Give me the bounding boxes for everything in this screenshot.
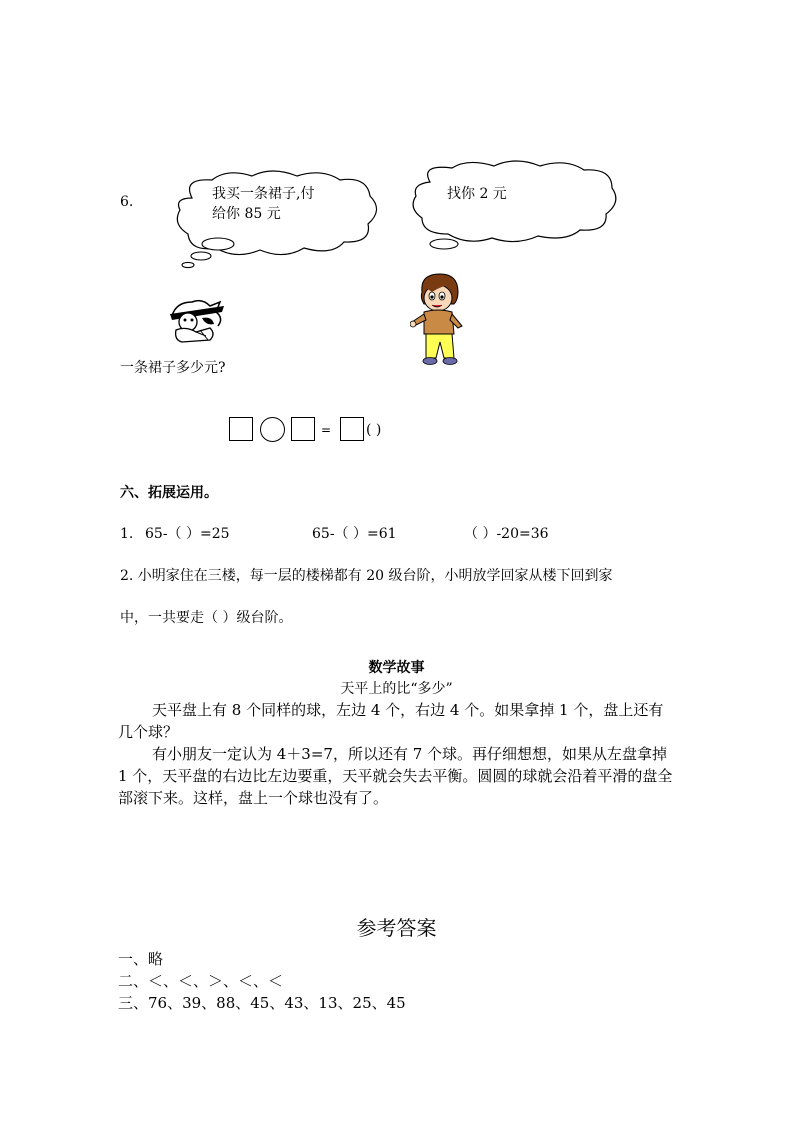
operator-circle[interactable]	[260, 417, 285, 442]
answer-line-3: 三、76、39、88、45、43、13、25、45	[118, 994, 406, 1012]
item1-blank-c: （ ）-20=36	[464, 526, 549, 542]
story-subtitle: 天平上的比“多少”	[340, 681, 453, 697]
story-title: 数学故事	[368, 660, 425, 676]
question-text: 一条裙子多少元?	[120, 360, 226, 376]
story-paragraph-1: 天平盘上有 8 个同样的球，左边 4 个，右边 4 个。如果拿掉 1 个，盘上还有几个球？	[118, 701, 664, 741]
boy-cartoon-icon	[410, 270, 468, 368]
shopkeeper-doodle-icon	[166, 296, 228, 346]
bubble-left-line1: 我买一条裙子,付	[212, 186, 315, 202]
equals-sign: =	[321, 423, 332, 437]
question-number: 6.	[120, 194, 134, 210]
bubble-right-text: 找你 2 元	[447, 186, 507, 202]
answers-title: 参考答案	[356, 916, 437, 940]
answer-box-2[interactable]	[291, 417, 315, 441]
answer-line-2: 二、＜、＜、＞、＜、＜	[118, 972, 284, 990]
item1-blank-a: 65-（ ）=25	[145, 526, 230, 542]
story-paragraph-2: 有小朋友一定认为 4＋3=7，所以还有 7 个球。再仔细想想，如果从左盘拿掉 1 个，天平盘的右边比左边要重，天平就会失去平衡。圆圆的球就会沿着平滑的盘全部滚下来。这样，盘上一个球也没有了。	[118, 745, 673, 807]
answer-box-1[interactable]	[229, 417, 253, 441]
item1-blank-b: 65-（ ）=61	[312, 526, 397, 542]
item1-number: 1.	[120, 526, 134, 542]
answer-line-1: 一、略	[118, 950, 164, 968]
answer-box-3[interactable]	[340, 417, 364, 441]
unit-paren-blank: ( )	[366, 422, 382, 438]
thought-bubble-right	[408, 160, 620, 252]
item2-line1: 2. 小明家住在三楼，每一层的楼梯都有 20 级台阶，小明放学回家从楼下回到家	[120, 568, 613, 584]
section-title: 六、拓展运用。	[120, 485, 218, 501]
bubble-left-line2: 给你 85 元	[212, 206, 281, 222]
item2-line2: 中，一共要走（ ）级台阶。	[120, 610, 293, 626]
